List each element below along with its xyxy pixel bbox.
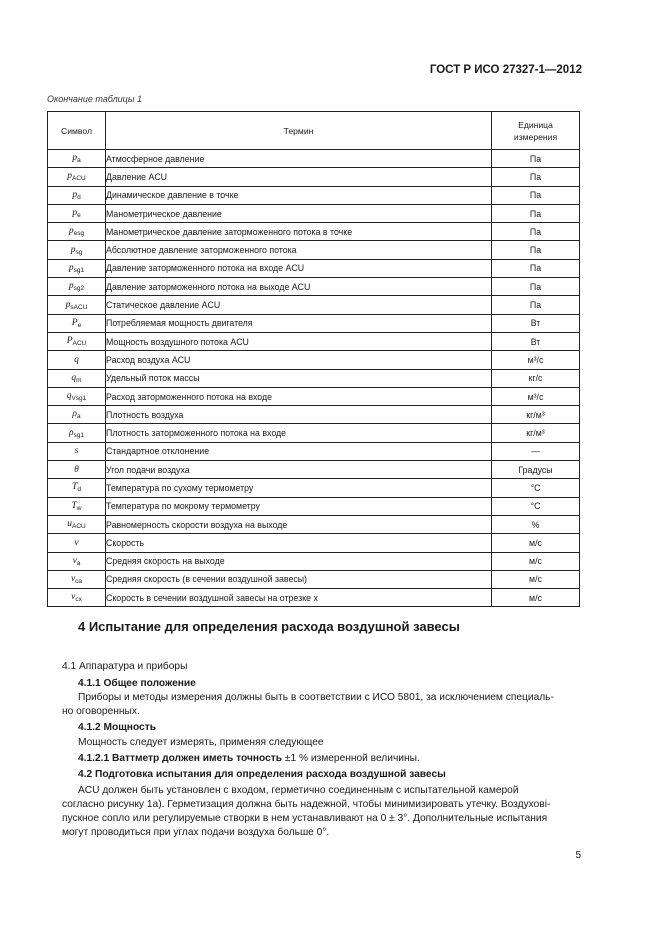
symbol-letter: u — [67, 519, 72, 530]
unit-cell: м/с — [492, 534, 580, 552]
table-row — [48, 296, 580, 314]
term-cell: Температура по сухому термометру — [106, 479, 492, 497]
term-cell: Температура по мокрому термометру — [106, 497, 492, 515]
table-row — [48, 314, 580, 332]
term-cell: Давление ACU — [106, 168, 492, 186]
symbol-letter: v — [72, 555, 77, 566]
unit-cell: кг/м³ — [492, 406, 580, 424]
symbol-letter: P — [71, 317, 78, 328]
table-row — [48, 534, 580, 552]
table-row — [48, 150, 580, 168]
symbol-cell — [48, 387, 106, 405]
symbol-subscript: w — [76, 504, 82, 512]
subsection-4-2: 4.2 Подготовка испытания для определения расхода воздушной завесы — [78, 769, 446, 780]
term-cell: Манометрическое давление — [106, 204, 492, 222]
symbol-cell — [48, 332, 106, 350]
term-cell: Давление заторможенного потока на выходе ACU — [106, 278, 492, 296]
unit-cell: — — [492, 442, 580, 460]
symbol-letter: p — [72, 153, 78, 164]
symbol-letter: p — [72, 189, 78, 200]
table-row — [48, 332, 580, 350]
term-cell: Атмосферное давление — [106, 150, 492, 168]
term-cell: Стандартное отклонение — [106, 442, 492, 460]
symbol-subscript: Vsg1 — [71, 395, 87, 402]
subsection-4-1-2-1 — [78, 752, 604, 766]
symbol-letter: p — [68, 281, 74, 292]
symbol-letter: v — [70, 573, 76, 584]
table-row — [48, 461, 580, 479]
document-code: ГОСТ Р ИСО 27327-1—2012 — [429, 64, 582, 76]
symbol-subscript: cx — [75, 596, 82, 604]
term-cell: Равномерность скорости воздуха на выходе — [106, 515, 492, 533]
table-row — [48, 204, 580, 222]
unit-cell: Па — [492, 168, 580, 186]
symbol-cell — [48, 314, 106, 332]
table-header-row — [48, 112, 580, 150]
symbol-letter: P — [66, 336, 73, 347]
term-cell: Скорость в сечении воздушной завесы на отрезке x — [106, 589, 492, 607]
table-row — [48, 351, 580, 369]
symbol-letter: ρ — [72, 409, 77, 420]
subsection-4-1-2-1-text: ±1 % измеренной величины. — [284, 753, 420, 764]
symbol-letter: q — [74, 354, 79, 365]
table-row — [48, 259, 580, 277]
paragraph-4-1-2: Мощность следует измерять, применяя следующее — [78, 737, 324, 748]
unit-cell: м/с — [492, 552, 580, 570]
header-symbol: Символ — [48, 112, 106, 150]
term-cell: Давление заторможенного потока на входе ACU — [106, 259, 492, 277]
symbol-letter: ρ — [68, 427, 74, 438]
table-row — [48, 515, 580, 533]
symbol-subscript: ACU — [72, 523, 86, 531]
term-cell: Угол подачи воздуха — [106, 461, 492, 479]
unit-cell: Градусы — [492, 461, 580, 479]
header-unit-line1: Единица — [518, 119, 553, 130]
unit-cell: °С — [492, 479, 580, 497]
table-row — [48, 570, 580, 588]
symbol-subscript: sg — [75, 248, 83, 256]
symbol-cell — [48, 186, 106, 204]
table-row — [48, 241, 580, 259]
subsection-4-1: 4.1 Аппаратура и приборы — [62, 661, 188, 672]
symbol-subscript: sg2 — [73, 285, 85, 293]
symbol-subscript: sACU — [70, 303, 88, 311]
unit-cell: Па — [492, 296, 580, 314]
symbol-subscript: e — [77, 212, 81, 220]
paragraph-4-1-1-line1: Приборы и методы измерения должны быть в соответствии с ИСО 5801, за исключением специаль- — [78, 692, 554, 703]
term-cell: Средняя скорость на выходе — [106, 552, 492, 570]
symbol-subscript: d — [77, 193, 81, 201]
symbol-subscript: a — [76, 413, 81, 421]
term-cell: Средняя скорость (в сечении воздушной завесы) — [106, 570, 492, 588]
term-cell: Плотность воздуха — [106, 406, 492, 424]
unit-cell: Па — [492, 150, 580, 168]
table-row — [48, 278, 580, 296]
table-row — [48, 497, 580, 515]
term-cell: Динамическое давление в точке — [106, 186, 492, 204]
unit-cell: кг/м³ — [492, 424, 580, 442]
table-row — [48, 186, 580, 204]
paragraph-4-2-line4: могут проводиться при углах подачи воздуха больше 0°. — [62, 827, 330, 838]
table-row — [48, 424, 580, 442]
symbol-letter: q — [66, 391, 72, 401]
table-row — [48, 168, 580, 186]
symbol-cell — [48, 168, 106, 186]
paragraph-4-1-1-line2: но оговоренных. — [62, 706, 140, 717]
symbol-subscript: e — [77, 321, 82, 329]
symbol-subscript: m — [76, 376, 82, 384]
table-row — [48, 479, 580, 497]
unit-cell: % — [492, 515, 580, 533]
term-cell: Плотность заторможенного потока на входе — [106, 424, 492, 442]
unit-cell: Па — [492, 259, 580, 277]
unit-cell: Вт — [492, 332, 580, 350]
symbol-letter: s — [74, 446, 79, 457]
symbol-letter: T — [72, 482, 78, 493]
symbol-letter: p — [67, 171, 72, 182]
header-unit — [492, 112, 580, 150]
unit-cell: Па — [492, 241, 580, 259]
symbol-cell — [48, 259, 106, 277]
term-cell: Манометрическое давление заторможенного потока в точке — [106, 223, 492, 241]
symbol-subscript: ACU — [72, 175, 86, 183]
symbol-subscript: a — [76, 559, 81, 567]
symbol-subscript: d — [77, 486, 81, 494]
term-cell: Статическое давление ACU — [106, 296, 492, 314]
symbol-letter: p — [72, 208, 78, 219]
symbol-cell — [48, 223, 106, 241]
symbol-cell — [48, 204, 106, 222]
symbol-letter: p — [68, 226, 74, 237]
table-row — [48, 223, 580, 241]
paragraph-4-2-line3: пускное сопло или регулируемые створки в нем устанавливают на 0 ± 3°. Дополнительные испытания — [62, 813, 548, 824]
unit-cell: °С — [492, 497, 580, 515]
symbol-cell — [48, 570, 106, 588]
symbols-table — [47, 111, 580, 607]
header-unit-line2: измерения — [513, 131, 558, 142]
symbol-subscript: sg1 — [73, 266, 85, 274]
symbol-subscript: ca — [75, 577, 83, 585]
unit-cell: м³/с — [492, 351, 580, 369]
symbol-cell — [48, 296, 106, 314]
term-cell: Потребляемая мощность двигателя — [106, 314, 492, 332]
table-row — [48, 589, 580, 607]
symbol-cell — [48, 552, 106, 570]
symbol-cell — [48, 278, 106, 296]
unit-cell: Па — [492, 223, 580, 241]
table-row — [48, 369, 580, 387]
symbol-letter: T — [71, 500, 77, 511]
unit-cell: кг/с — [492, 369, 580, 387]
symbol-cell — [48, 589, 106, 607]
paragraph-4-2-line1: ACU должен быть установлен с входом, герметично соединенным с испытательной камерой — [78, 785, 519, 796]
page-number: 5 — [575, 850, 581, 861]
unit-cell: Вт — [492, 314, 580, 332]
unit-cell: Па — [492, 278, 580, 296]
symbol-letter: p — [70, 244, 76, 255]
symbol-cell — [48, 479, 106, 497]
subsection-4-1-1: 4.1.1 Общее положение — [78, 678, 196, 689]
subsection-4-1-2-1-heading: 4.1.2.1 Ваттметр должен иметь точность — [78, 753, 283, 764]
unit-cell: Па — [492, 204, 580, 222]
term-cell: Расход воздуха ACU — [106, 351, 492, 369]
symbol-cell — [48, 534, 106, 552]
symbol-letter: p — [65, 299, 71, 310]
symbol-cell — [48, 515, 106, 533]
term-cell: Удельный поток массы — [106, 369, 492, 387]
table-body — [48, 150, 580, 607]
symbol-letter: θ — [74, 464, 79, 475]
symbol-cell — [48, 241, 106, 259]
paragraph-4-2-line2: согласно рисунку 1а). Герметизация должна быть надежной, чтобы минимизировать утечку. Воздухові- — [62, 799, 551, 810]
symbol-letter: v — [74, 537, 79, 548]
symbol-cell — [48, 351, 106, 369]
symbol-cell — [48, 369, 106, 387]
unit-cell: м³/с — [492, 387, 580, 405]
term-cell: Мощность воздушного потока ACU — [106, 332, 492, 350]
symbol-cell — [48, 497, 106, 515]
section-title: 4 Испытание для определения расхода воздушной завесы — [78, 619, 460, 634]
unit-cell: м/с — [492, 570, 580, 588]
subsection-4-1-2: 4.1.2 Мощность — [78, 722, 156, 733]
symbol-cell — [48, 424, 106, 442]
table-row — [48, 552, 580, 570]
term-cell: Абсолютное давление заторможенного потока — [106, 241, 492, 259]
term-cell: Скорость — [106, 534, 492, 552]
symbol-subscript: sg1 — [73, 431, 85, 439]
symbol-cell — [48, 461, 106, 479]
table-row — [48, 442, 580, 460]
symbol-letter: v — [71, 592, 76, 603]
symbol-cell — [48, 442, 106, 460]
symbol-subscript: esg — [73, 230, 85, 238]
table-row — [48, 406, 580, 424]
table-caption: Окончание таблицы 1 — [47, 94, 142, 104]
symbol-subscript: ACU — [72, 340, 87, 348]
symbol-cell — [48, 150, 106, 168]
unit-cell: м/с — [492, 589, 580, 607]
symbol-subscript: a — [77, 157, 81, 165]
table-row — [48, 387, 580, 405]
symbol-cell — [48, 406, 106, 424]
symbol-letter: q — [71, 372, 77, 383]
unit-cell: Па — [492, 186, 580, 204]
term-cell: Расход заторможенного потока на входе — [106, 387, 492, 405]
header-term: Термин — [106, 112, 492, 150]
symbol-letter: p — [68, 262, 74, 273]
